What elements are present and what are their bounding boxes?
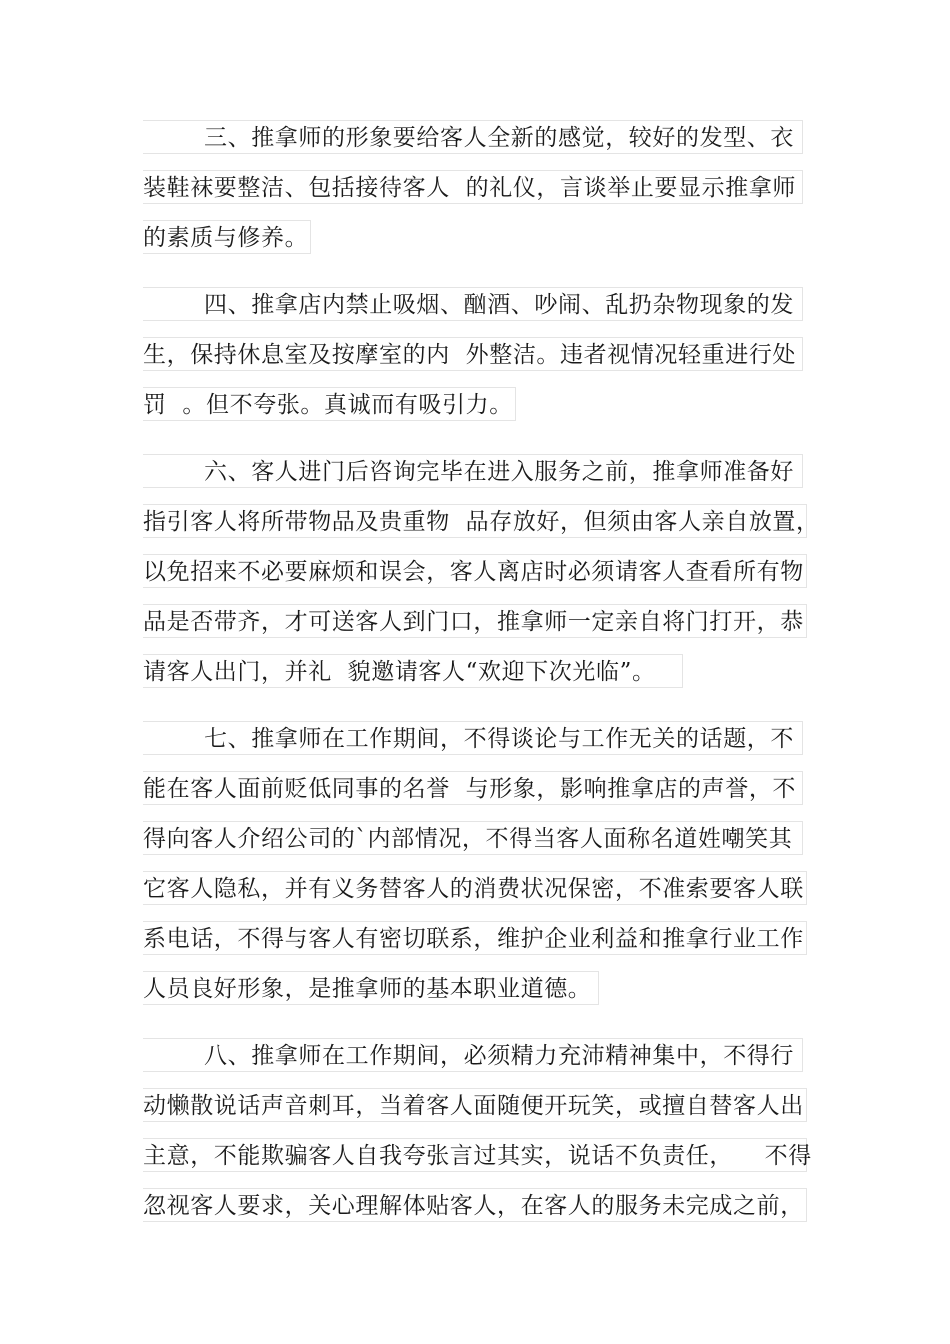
paragraph-4-line-1: 四、推拿店内禁止吸烟、酗酒、吵闹、乱扔杂物现象的发 (143, 287, 803, 321)
paragraph-6-line-4: 品是否带齐，才可送客人到门口，推拿师一定亲自将门打开，恭 (143, 604, 807, 638)
paragraph-6-line-3: 以免招来不必要麻烦和误会，客人离店时必须请客人查看所有物 (143, 554, 807, 588)
paragraph-7-line-2: 能在客人面前贬低同事的名誉 与形象，影响推拿店的声誉，不 (143, 771, 803, 805)
paragraph-8-line-4: 忽视客人要求，关心理解体贴客人，在客人的服务未完成之前， (143, 1188, 807, 1222)
paragraph-3-line-2: 装鞋袜要整洁、包括接待客人 的礼仪，言谈举止要显示推拿师 (143, 170, 803, 204)
paragraph-8-line-1: 八、推拿师在工作期间，必须精力充沛精神集中，不得行 (143, 1038, 803, 1072)
paragraph-8-line-3: 主意，不能欺骗客人自我夸张言过其实，说话不负责任， 不得 (143, 1138, 807, 1172)
paragraph-7-line-1: 七、推拿师在工作期间，不得谈论与工作无关的话题，不 (143, 721, 803, 755)
paragraph-6-line-5: 请客人出门，并礼 貌邀请客人“欢迎下次光临”。 (143, 654, 683, 688)
paragraph-3-line-3: 的素质与修养。 (143, 220, 311, 254)
paragraph-8-line-2: 动懒散说话声音刺耳，当着客人面随便开玩笑，或擅自替客人出 (143, 1088, 807, 1122)
paragraph-4-line-2: 生，保持休息室及按摩室的内 外整洁。违者视情况轻重进行处 (143, 337, 803, 371)
paragraph-6-line-2: 指引客人将所带物品及贵重物 品存放好，但须由客人亲自放置， (143, 504, 807, 538)
paragraph-6-line-1: 六、客人进门后咨询完毕在进入服务之前，推拿师准备好 (143, 454, 803, 488)
paragraph-7-line-3: 得向客人介绍公司的`内部情况，不得当客人面称名道姓嘲笑其 (143, 821, 803, 855)
paragraph-4-line-3: 罚 。但不夸张。真诚而有吸引力。 (143, 387, 516, 421)
paragraph-7-line-5: 系电话，不得与客人有密切联系，维护企业利益和推拿行业工作 (143, 921, 807, 955)
paragraph-7-line-4: 它客人隐私，并有义务替客人的消费状况保密，不准索要客人联 (143, 871, 807, 905)
paragraph-7-line-6: 人员良好形象，是推拿师的基本职业道德。 (143, 971, 599, 1005)
paragraph-3-line-1: 三、推拿师的形象要给客人全新的感觉，较好的发型、衣 (143, 120, 803, 154)
